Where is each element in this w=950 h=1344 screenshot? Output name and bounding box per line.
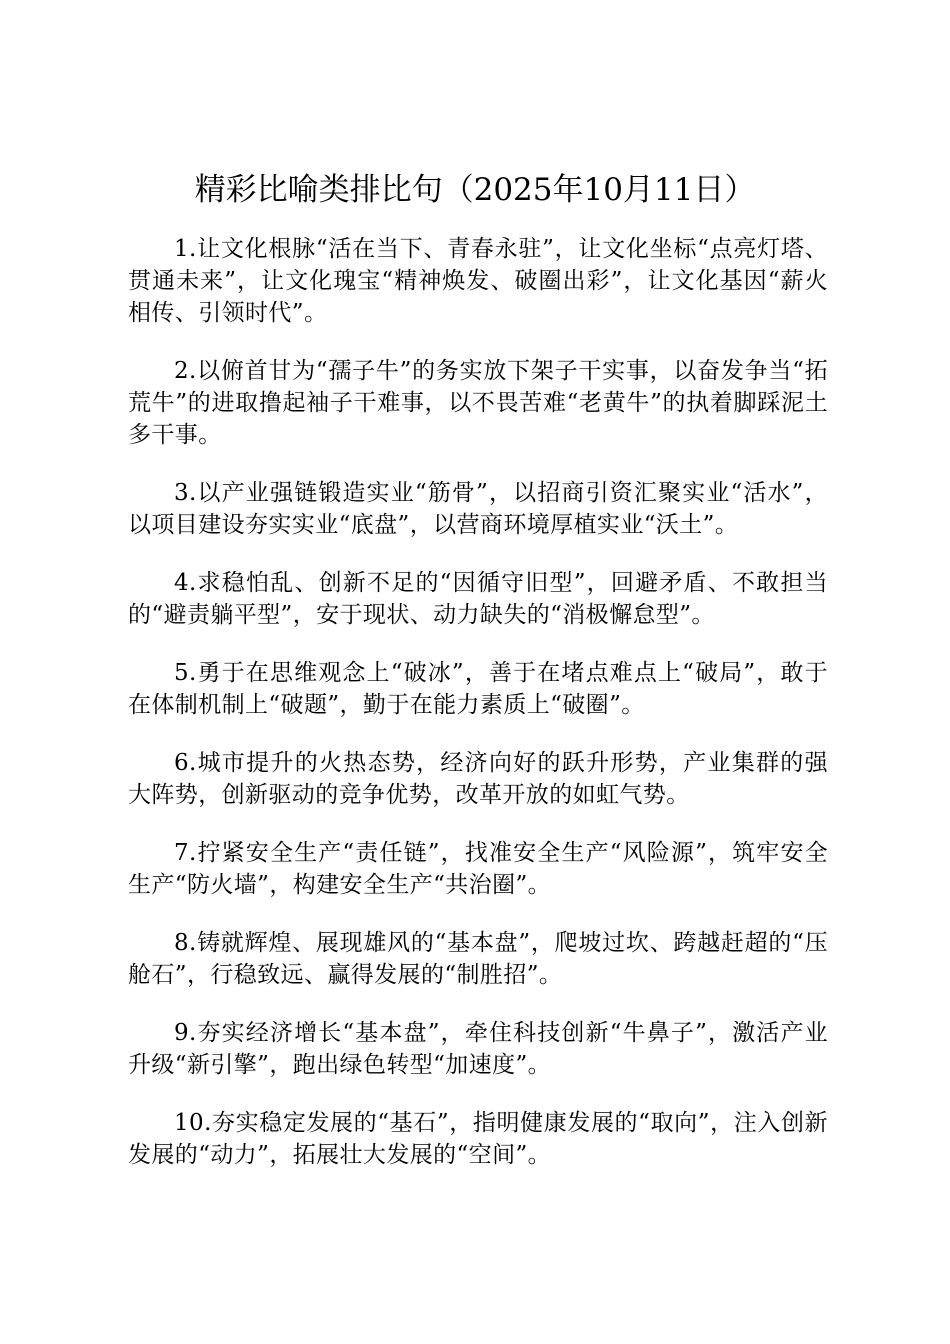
paragraph-6: 6.城市提升的火热态势，经济向好的跃升形势，产业集群的强大阵势，创新驱动的竞争优势，改革开放的如虹气势。 — [128, 750, 828, 808]
paragraph-4: 4.求稳怕乱、创新不足的“因循守旧型”，回避矛盾、不敢担当的“避责躺平型”，安于现状、动力缺失的“消极懈怠型”。 — [128, 570, 828, 628]
paragraph-2: 2.以俯首甘为“孺子牛”的务实放下架子干实事，以奋发争当“拓荒牛”的进取撸起袖子干难事，以不畏苦难“老黄牛”的执着脚踩泥土多干事。 — [128, 358, 828, 448]
paragraph-5: 5.勇于在思维观念上“破冰”，善于在堵点难点上“破局”，敢于在体制机制上“破题”，勤于在能力素质上“破圈”。 — [128, 660, 828, 718]
paragraph-10: 10.夯实稳定发展的“基石”，指明健康发展的“取向”，注入创新发展的“动力”，拓展壮大发展的“空间”。 — [128, 1110, 828, 1168]
paragraph-3: 3.以产业强链锻造实业“筋骨”，以招商引资汇聚实业“活水”，以项目建设夯实实业“底盘”，以营商环境厚植实业“沃土”。 — [128, 480, 828, 538]
paragraph-9: 9.夯实经济增长“基本盘”，牵住科技创新“牛鼻子”，激活产业升级“新引擎”，跑出绿色转型“加速度”。 — [128, 1020, 828, 1078]
document-body — [128, 233, 828, 1197]
paragraph-1: 1.让文化根脉“活在当下、青春永驻”，让文化坐标“点亮灯塔、贯通未来”，让文化瑰宝“精神焕发、破圈出彩”，让文化基因“薪火相传、引领时代”。 — [128, 236, 828, 326]
paragraph-7: 7.拧紧安全生产“责任链”，找准安全生产“风险源”，筑牢安全生产“防火墙”，构建安全生产“共治圈”。 — [128, 840, 828, 898]
document-title: 精彩比喻类排比句（2025年10月11日） — [194, 172, 756, 208]
paragraph-8: 8.铸就辉煌、展现雄风的“基本盘”，爬坡过坎、跨越赶超的“压舱石”，行稳致远、赢得发展的“制胜招”。 — [128, 930, 828, 988]
